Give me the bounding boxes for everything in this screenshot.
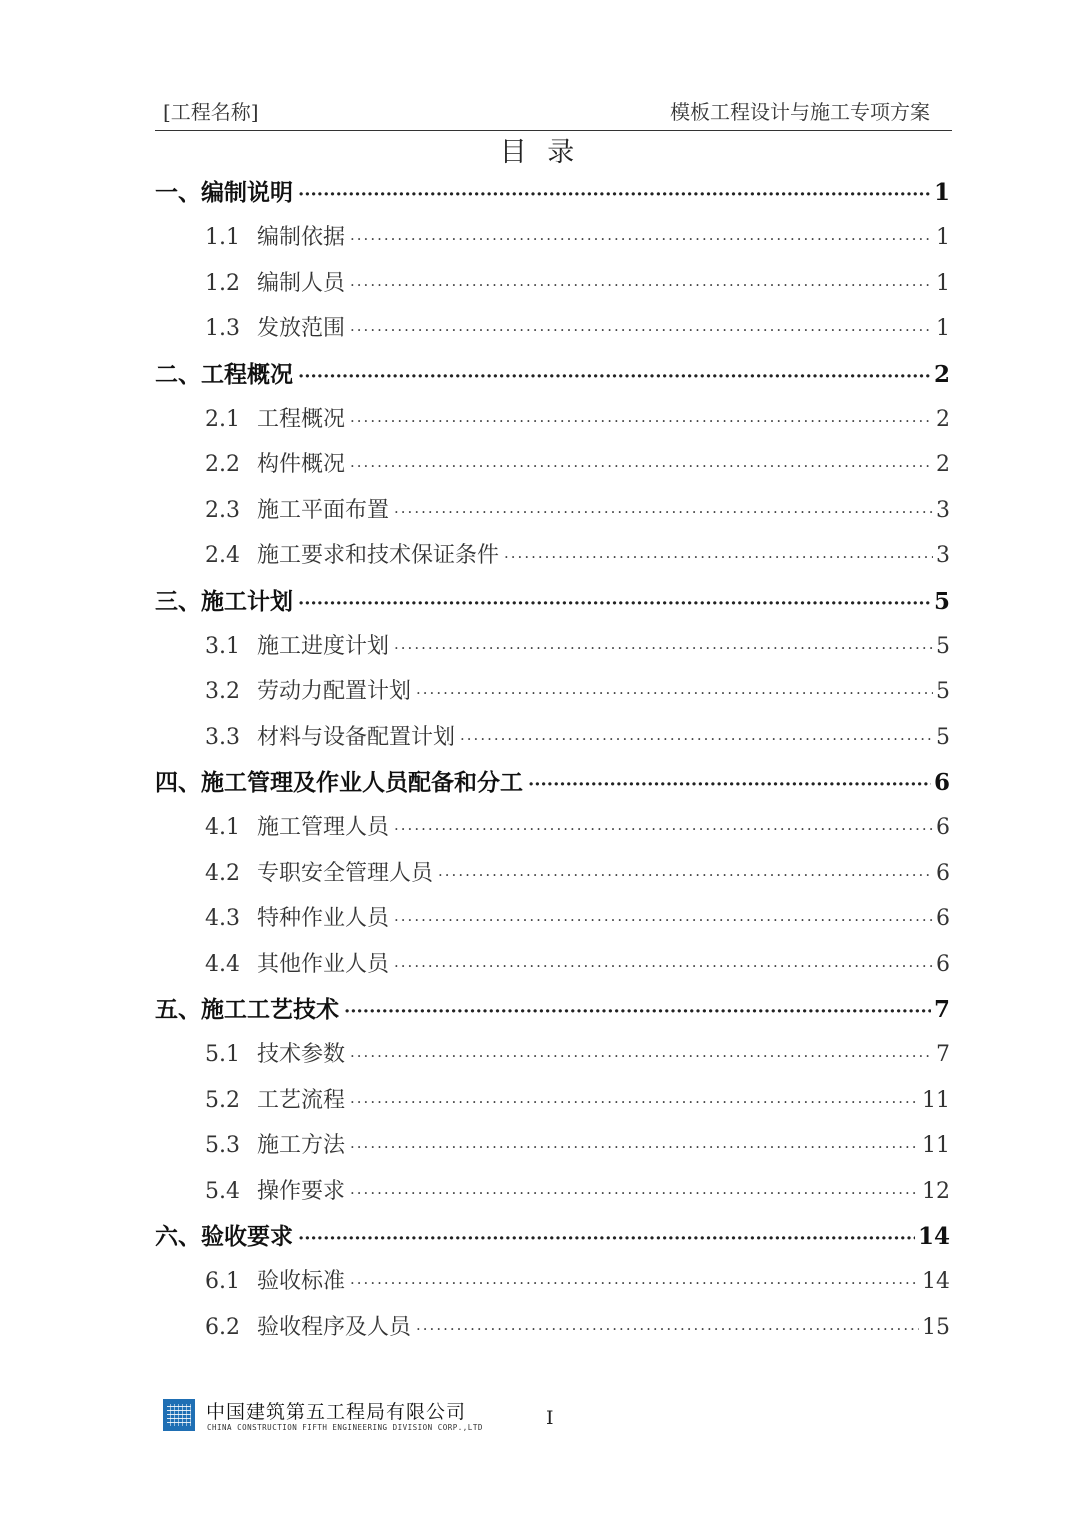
toc-entry-title: 施工计划 (201, 587, 293, 615)
toc-dot-leader (350, 263, 933, 308)
toc-entry-label (205, 624, 389, 669)
toc-entry-page: 11 (922, 1087, 950, 1113)
toc-entry-number: 5.1 (205, 1042, 240, 1068)
toc-subsection-entry[interactable] (155, 624, 950, 669)
toc-subsection-entry[interactable] (155, 397, 950, 442)
toc-subsection-entry[interactable] (155, 1169, 950, 1214)
toc-entry-page: 1 (936, 316, 950, 342)
toc-dot-leader (460, 717, 933, 762)
toc-subsection-entry[interactable] (155, 1032, 950, 1077)
toc-entry-title: 编制依据 (257, 225, 346, 251)
toc-dot-leader (298, 1216, 915, 1261)
toc-dot-leader (394, 898, 933, 943)
toc-entry-label (205, 896, 389, 941)
toc-entry-title: 特种作业人员 (257, 906, 390, 932)
toc-subsection-entry[interactable] (155, 942, 950, 987)
toc-dot-leader (504, 535, 933, 580)
toc-entry-label (205, 1032, 345, 1077)
toc-entry-page: 5 (936, 724, 950, 750)
toc-entry-label (205, 1305, 411, 1350)
toc-entry-page: 6 (936, 951, 950, 977)
toc-section-entry[interactable] (155, 170, 950, 215)
toc-entry-page: 3 (936, 497, 950, 523)
toc-entry-page: 6 (936, 815, 950, 841)
toc-dot-leader (298, 172, 931, 217)
toc-entry-number: 5.4 (205, 1178, 240, 1204)
toc-entry-title: 施工管理人员 (257, 815, 390, 841)
toc-dot-leader (350, 1080, 919, 1125)
toc-entry-title: 材料与设备配置计划 (257, 724, 456, 750)
toc-entry-title: 编制说明 (201, 179, 293, 206)
toc-entry-title: 技术参数 (257, 1042, 346, 1068)
toc-entry-label (205, 1259, 345, 1304)
toc-dot-leader (344, 989, 931, 1034)
toc-entry-page: 14 (917, 1222, 950, 1250)
toc-dot-leader (350, 399, 933, 444)
toc-entry-number: 2.3 (205, 497, 240, 523)
toc-entry-number: 1.3 (205, 316, 240, 342)
toc-entry-title: 验收程序及人员 (257, 1314, 412, 1340)
toc-entry-number: 3.1 (205, 633, 240, 659)
toc-entry-number: 六、 (155, 1222, 201, 1250)
toc-dot-leader (350, 1261, 919, 1306)
footer-company-name: 中国建筑第五工程局有限公司 (206, 1401, 467, 1423)
header-project-name: [工程名称] (163, 100, 259, 124)
toc-entry-number: 五、 (155, 996, 201, 1024)
toc-entry-page: 1 (936, 270, 950, 296)
toc-entry-number: 2.4 (205, 543, 240, 569)
toc-subsection-entry[interactable] (155, 442, 950, 487)
toc-entry-title: 施工工艺技术 (201, 996, 339, 1024)
toc-dot-leader (350, 217, 933, 262)
toc-entry-label (155, 1214, 293, 1259)
toc-entry-label (155, 352, 293, 397)
toc-entry-label (155, 579, 293, 624)
toc-entry-page: 12 (922, 1178, 950, 1204)
toc-entry-label (205, 669, 411, 714)
toc-entry-number: 4.2 (205, 860, 240, 886)
toc-entry-number: 6.1 (205, 1269, 240, 1295)
toc-section-entry[interactable] (155, 987, 950, 1032)
toc-entry-label (205, 533, 499, 578)
toc-entry-page: 1 (936, 225, 950, 251)
toc-dot-leader (416, 671, 933, 716)
toc-entry-page: 5 (936, 633, 950, 659)
toc-entry-title: 施工方法 (257, 1133, 346, 1159)
toc-entry-label (205, 715, 455, 760)
toc-subsection-entry[interactable] (155, 896, 950, 941)
toc-entry-page: 2 (933, 360, 950, 388)
toc-subsection-entry[interactable] (155, 533, 950, 578)
toc-subsection-entry[interactable] (155, 261, 950, 306)
toc-entry-number: 三、 (155, 587, 201, 615)
toc-entry-label (205, 442, 345, 487)
toc-entry-label (205, 1078, 345, 1123)
toc-subsection-entry[interactable] (155, 805, 950, 850)
toc-entry-title: 施工平面布置 (257, 497, 390, 523)
toc-entry-number: 4.3 (205, 906, 240, 932)
toc-subsection-entry[interactable] (155, 488, 950, 533)
toc-entry-label (205, 851, 433, 896)
toc-entry-title: 操作要求 (257, 1178, 346, 1204)
toc-entry-title: 构件概况 (257, 452, 346, 478)
toc-entry-page: 6 (936, 906, 950, 932)
toc-dot-leader (350, 1125, 919, 1170)
toc-entry-page: 2 (936, 452, 950, 478)
toc-subsection-entry[interactable] (155, 215, 950, 260)
toc-entry-label (205, 1169, 345, 1214)
toc-entry-label (205, 397, 345, 442)
toc-entry-label (205, 215, 345, 260)
toc-entry-title: 验收标准 (257, 1269, 346, 1295)
toc-entry-page: 5 (936, 679, 950, 705)
toc-subsection-entry[interactable] (155, 851, 950, 896)
toc-entry-page: 14 (922, 1269, 950, 1295)
toc-entry-page: 6 (936, 860, 950, 886)
toc-dot-leader (350, 444, 933, 489)
toc-section-entry[interactable] (155, 579, 950, 624)
toc-entry-number: 5.2 (205, 1087, 240, 1113)
toc-dot-leader (350, 1034, 933, 1079)
footer-company-name-en: CHINA CONSTRUCTION FIFTH ENGINEERING DIVISION CORP.,LTD (207, 1423, 483, 1432)
toc-entry-number: 2.1 (205, 406, 240, 432)
toc-section-entry[interactable] (155, 352, 950, 397)
table-of-contents (155, 170, 950, 1350)
toc-entry-title: 施工进度计划 (257, 633, 390, 659)
toc-dot-leader (350, 1171, 919, 1216)
toc-entry-page: 7 (933, 996, 950, 1024)
toc-subsection-entry[interactable] (155, 306, 950, 351)
toc-dot-leader (528, 762, 931, 807)
toc-entry-title: 施工管理及作业人员配备和分工 (201, 769, 523, 797)
toc-entry-title: 专职安全管理人员 (257, 860, 434, 886)
toc-entry-number: 3.3 (205, 724, 240, 750)
toc-entry-label (155, 987, 339, 1032)
toc-entry-number: 3.2 (205, 679, 240, 705)
toc-entry-page: 11 (922, 1133, 950, 1159)
toc-entry-label (205, 942, 389, 987)
toc-subsection-entry[interactable] (155, 1259, 950, 1304)
toc-entry-number: 4.1 (205, 815, 240, 841)
toc-entry-number: 1.1 (205, 225, 240, 251)
page-header (155, 96, 952, 131)
toc-section-entry[interactable] (155, 1214, 950, 1259)
footer-page-number: I (546, 1407, 554, 1429)
toc-dot-leader (350, 308, 933, 353)
toc-entry-page: 7 (936, 1042, 950, 1068)
header-document-title: 模板工程设计与施工专项方案 (670, 100, 930, 124)
toc-entry-page: 3 (936, 543, 950, 569)
toc-entry-page: 1 (933, 179, 950, 206)
toc-entry-page: 6 (933, 769, 950, 797)
toc-entry-label (205, 261, 345, 306)
toc-entry-number: 2.2 (205, 452, 240, 478)
toc-entry-number: 4.4 (205, 951, 240, 977)
toc-heading: 目 录 (499, 137, 581, 168)
cscec-logo-icon (163, 1399, 195, 1431)
toc-entry-title: 编制人员 (257, 270, 346, 296)
toc-dot-leader (416, 1307, 919, 1352)
toc-dot-leader (298, 354, 931, 399)
toc-section-entry[interactable] (155, 760, 950, 805)
toc-entry-label (155, 170, 293, 215)
toc-entry-number: 一、 (155, 179, 201, 206)
toc-subsection-entry[interactable] (155, 1305, 950, 1350)
toc-entry-title: 其他作业人员 (257, 951, 390, 977)
toc-entry-title: 验收要求 (201, 1222, 293, 1250)
toc-dot-leader (298, 581, 931, 626)
toc-entry-title: 施工要求和技术保证条件 (257, 543, 500, 569)
toc-entry-number: 5.3 (205, 1133, 240, 1159)
toc-dot-leader (394, 626, 933, 671)
toc-entry-number: 1.2 (205, 270, 240, 296)
toc-entry-label (205, 488, 389, 533)
toc-subsection-entry[interactable] (155, 669, 950, 714)
toc-entry-label (205, 306, 345, 351)
toc-subsection-entry[interactable] (155, 715, 950, 760)
toc-entry-number: 二、 (155, 360, 201, 388)
toc-dot-leader (394, 944, 933, 989)
toc-subsection-entry[interactable] (155, 1078, 950, 1123)
toc-entry-label (205, 805, 389, 850)
toc-entry-number: 四、 (155, 769, 201, 797)
toc-entry-page: 2 (936, 406, 950, 432)
toc-entry-label (155, 760, 523, 805)
toc-entry-page: 15 (922, 1314, 950, 1340)
toc-subsection-entry[interactable] (155, 1123, 950, 1168)
toc-entry-title: 工艺流程 (257, 1087, 346, 1113)
toc-entry-title: 劳动力配置计划 (257, 679, 412, 705)
toc-entry-label (205, 1123, 345, 1168)
toc-entry-title: 工程概况 (257, 406, 346, 432)
toc-dot-leader (394, 807, 933, 852)
toc-entry-title: 工程概况 (201, 360, 293, 388)
toc-dot-leader (394, 490, 933, 535)
toc-entry-title: 发放范围 (257, 316, 346, 342)
toc-entry-page: 5 (933, 587, 950, 615)
toc-dot-leader (438, 853, 933, 898)
toc-entry-number: 6.2 (205, 1314, 240, 1340)
